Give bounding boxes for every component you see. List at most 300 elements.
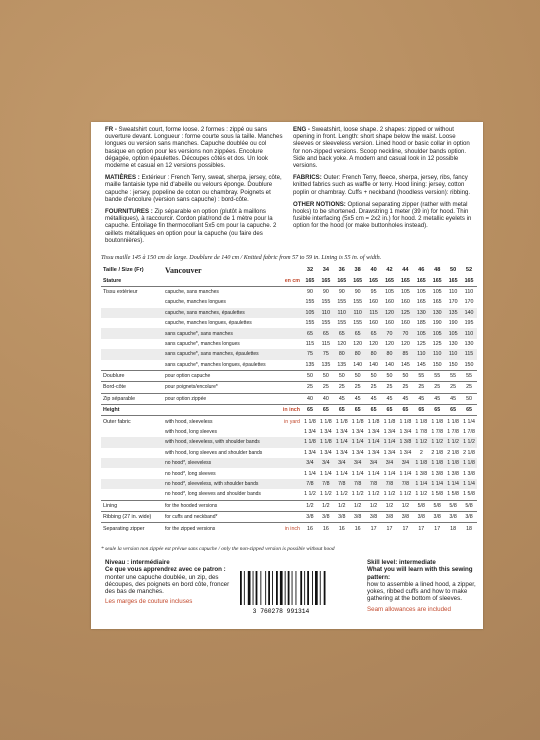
barcode-bar: [312, 571, 313, 605]
size-table-row: [101, 427, 477, 437]
quantity-cell: 45: [366, 393, 382, 404]
quantity-cell: 45: [350, 393, 366, 404]
quantity-cell: 65: [334, 328, 350, 338]
quantity-cell: 105: [429, 286, 445, 297]
row-unit: in yard: [277, 416, 302, 427]
quantity-cell: 1/2: [302, 500, 318, 511]
quantity-cell: 25: [366, 382, 382, 393]
quantity-cell: 165: [305, 277, 315, 284]
quantity-cell: 25: [397, 382, 413, 393]
quantity-cell: 1 5/8: [447, 491, 459, 498]
quantity-cell: 1 1/8: [429, 416, 445, 427]
quantity-cell: 50: [302, 370, 318, 381]
quantity-cell: 120: [382, 308, 398, 318]
quantity-cell: 55: [413, 370, 429, 381]
row-description: with hood, long sleeves: [165, 429, 217, 436]
quantity-cell: 80: [382, 349, 398, 359]
row-unit: [277, 370, 302, 381]
quantity-cell: 1 3/4: [335, 449, 348, 456]
barcode-bar: [307, 571, 309, 605]
barcode-bar: [240, 571, 242, 605]
quantity-cell: 1 1/2: [429, 437, 445, 447]
quantity-cell: 1 1/8: [302, 416, 318, 427]
quantity-cell: 1 3/4: [399, 429, 412, 436]
size-table-row: [101, 458, 477, 468]
barcode-bar: [248, 571, 251, 605]
fr-description: Sweatshirt court, forme loose. 2 formes : zippé ou sans ouverture devant. Longueur : forme courte sous la taille. Manches longues ou version sans manches. Capuche doublée ou col basique en option pour les versions non zippées. Encolure dégagée, option épaulettes. Découpes côtés et dos. Un look moderne et casual en 12 versions possibles.: [105, 126, 283, 170]
skill-level-french: [105, 559, 237, 606]
size-column-header: 40: [370, 267, 377, 274]
quantity-cell: 190: [448, 320, 458, 327]
row-description: pour poignets/encolure*: [165, 382, 277, 393]
size-column-header: 32: [306, 267, 314, 274]
size-table-row: [101, 468, 477, 478]
size-table-body: [101, 265, 477, 534]
quantity-cell: 1 1/2: [413, 437, 429, 447]
quantity-cell: 1 1/2: [461, 437, 477, 447]
quantity-cell: 120: [369, 340, 378, 347]
quantity-cell: 65: [350, 405, 366, 416]
quantity-cell: 3/8: [302, 511, 318, 522]
size-table: [101, 265, 477, 534]
row-unit: [277, 468, 302, 478]
quantity-cell: 165: [369, 277, 378, 284]
quantity-cell: 3/8: [397, 511, 413, 522]
fr-seam-note: Les marges de couture incluses: [105, 598, 193, 606]
quantity-cell: 105: [397, 286, 413, 297]
quantity-cell: 140: [461, 308, 477, 318]
row-category: [101, 437, 165, 447]
quantity-cell: 1 3/4: [304, 449, 316, 456]
quantity-cell: 160: [400, 320, 410, 327]
quantity-cell: 1/2: [350, 500, 366, 511]
quantity-cell: 16: [302, 523, 318, 534]
quantity-cell: 17: [397, 523, 413, 534]
size-column-header: 34: [322, 267, 329, 274]
barcode-bar: [260, 571, 261, 605]
quantity-cell: 1 1/8: [334, 416, 350, 427]
quantity-cell: 125: [397, 308, 413, 318]
quantity-cell: 70: [397, 328, 413, 338]
quantity-cell: 1 3/4: [383, 449, 396, 456]
fr-lead: FR -: [105, 126, 119, 133]
quantity-cell: 1 1/4: [461, 416, 477, 427]
quantity-cell: 3/4: [318, 458, 334, 468]
quantity-cell: 25: [334, 382, 350, 393]
en-notions-title: OTHER NOTIONS:: [293, 200, 348, 208]
quantity-cell: 1 1/4: [383, 470, 396, 477]
row-unit: [277, 308, 302, 318]
unit-spacer: [277, 265, 302, 275]
barcode-bar: [280, 571, 283, 605]
quantity-cell: 150: [448, 361, 458, 368]
quantity-cell: 75: [302, 349, 318, 359]
row-unit: [277, 437, 302, 447]
row-category: [101, 297, 165, 307]
size-table-row: [101, 437, 477, 447]
size-table-row: [101, 393, 477, 404]
quantity-cell: 17: [382, 523, 398, 534]
quantity-cell: 17: [413, 523, 429, 534]
quantity-cell: 25: [318, 382, 334, 393]
row-category: [101, 489, 165, 500]
quantity-cell: 65: [382, 405, 398, 416]
quantity-cell: 1 1/2: [351, 491, 364, 498]
row-unit: [277, 489, 302, 500]
quantity-cell: 155: [353, 299, 363, 306]
barcode-bar: [256, 571, 258, 605]
row-description: capuche, manches longues, épaulettes: [165, 320, 252, 327]
quantity-cell: 1 1/8: [318, 437, 334, 447]
row-unit: [277, 448, 302, 458]
fr-notions-title: FOURNITURES :: [105, 208, 155, 216]
size-table-row: [101, 318, 477, 328]
size-column-header: 38: [354, 267, 361, 274]
en-learn-text: how to assemble a lined hood, a zipper, yokes, ribbed cuffs and how to make gathering at the bottom of sleeves.: [367, 580, 476, 603]
size-table-row: [101, 349, 477, 359]
row-category: [101, 349, 165, 359]
quantity-cell: 140: [369, 361, 378, 368]
size-column-header: 44: [402, 267, 409, 274]
barcode-bar: [276, 571, 278, 605]
quantity-cell: 1 3/4: [383, 429, 396, 436]
quantity-cell: 40: [302, 393, 318, 404]
quantity-cell: 1 3/8: [463, 470, 475, 477]
quantity-cell: 155: [305, 299, 315, 306]
row-category: Outer fabric: [101, 416, 165, 427]
quantity-cell: 155: [321, 320, 331, 327]
quantity-cell: 105: [413, 286, 429, 297]
row-unit: [277, 393, 302, 404]
size-header-row: [101, 265, 477, 275]
quantity-cell: 155: [305, 320, 315, 327]
quantity-cell: 5/8: [413, 500, 429, 511]
quantity-cell: 25: [350, 382, 366, 393]
barcode-bar: [288, 571, 290, 605]
quantity-cell: 50: [318, 370, 334, 381]
quantity-cell: 3/8: [429, 511, 445, 522]
quantity-cell: 7/8: [318, 479, 334, 489]
size-column-header: 46: [418, 267, 425, 274]
quantity-cell: 65: [302, 328, 318, 338]
quantity-cell: 3/4: [350, 458, 366, 468]
quantity-cell: 115: [305, 340, 315, 347]
quantity-cell: 3/8: [413, 511, 429, 522]
quantity-cell: 160: [385, 299, 394, 306]
quantity-cell: 65: [366, 405, 382, 416]
quantity-cell: 1 1/4: [319, 470, 332, 477]
size-table-row: [101, 523, 477, 534]
barcode-bar: [300, 571, 302, 605]
quantity-cell: 1 1/4: [429, 479, 445, 489]
quantity-cell: 1 5/8: [431, 491, 444, 498]
quantity-cell: 65: [318, 328, 334, 338]
quantity-cell: 1/2: [397, 500, 413, 511]
quantity-cell: 65: [350, 328, 366, 338]
quantity-cell: 1 1/8: [445, 416, 461, 427]
quantity-cell: 45: [445, 393, 461, 404]
row-unit: [277, 297, 302, 307]
en-description: Sweatshirt, loose shape. 2 shapes: zipped or without opening in front. Length: short shape below the waist. Loose sleeves or sleeveless version. Lined hood or basic collar in option for non-zipped versions. Scoop neckline, shoulder bands option. Side and back yoke. A modern and casual look in 12 possible versions.: [293, 126, 470, 170]
quantity-cell: 1 1/4: [351, 470, 364, 477]
quantity-cell: 16: [334, 523, 350, 534]
quantity-cell: 165: [416, 277, 426, 284]
quantity-cell: 5/8: [445, 500, 461, 511]
barcode-bar: [320, 571, 321, 605]
quantity-cell: 1 1/8: [413, 416, 429, 427]
row-category: Height: [101, 405, 165, 416]
quantity-cell: 18: [445, 523, 461, 534]
quantity-cell: 1 1/4: [304, 470, 316, 477]
quantity-cell: 3/4: [382, 458, 398, 468]
quantity-cell: 120: [353, 340, 363, 347]
quantity-cell: 185: [416, 320, 426, 327]
quantity-cell: 45: [397, 393, 413, 404]
quantity-cell: 1 1/4: [350, 437, 366, 447]
quantity-cell: 165: [448, 277, 458, 284]
quantity-cell: 3/8: [334, 511, 350, 522]
quantity-cell: 1 1/4: [367, 470, 380, 477]
quantity-cell: 1 1/2: [335, 491, 348, 498]
quantity-cell: 3/8: [445, 511, 461, 522]
barcode-bar: [265, 571, 266, 605]
barcode-bar: [272, 571, 273, 605]
intro-english: [293, 126, 473, 249]
quantity-cell: 110: [429, 349, 445, 359]
barcode-bar: [285, 571, 286, 605]
quantity-cell: 165: [353, 277, 363, 284]
row-category: Stature: [103, 277, 122, 284]
quantity-cell: 130: [448, 340, 458, 347]
quantity-cell: 3/8: [461, 511, 477, 522]
quantity-cell: 130: [429, 308, 445, 318]
quantity-cell: 3/4: [334, 458, 350, 468]
quantity-cell: 110: [445, 349, 461, 359]
quantity-cell: 170: [464, 299, 474, 306]
size-chart: [101, 265, 477, 534]
row-unit: [277, 328, 302, 338]
quantity-cell: 140: [385, 361, 394, 368]
quantity-cell: 1 3/4: [335, 429, 348, 436]
size-table-row: [101, 339, 477, 349]
quantity-cell: 125: [416, 340, 426, 347]
row-category: [101, 479, 165, 489]
row-category: [101, 318, 165, 328]
quantity-cell: 70: [382, 328, 398, 338]
quantity-cell: 7/8: [350, 479, 366, 489]
quantity-cell: 105: [413, 328, 429, 338]
quantity-cell: 7/8: [366, 479, 382, 489]
quantity-cell: 55: [445, 370, 461, 381]
size-table-row: [101, 308, 477, 318]
quantity-cell: 2 1/8: [447, 449, 459, 456]
quantity-cell: 135: [305, 361, 315, 368]
quantity-cell: 170: [448, 299, 458, 306]
quantity-cell: 115: [366, 308, 382, 318]
size-table-row: [101, 275, 477, 286]
quantity-cell: 80: [366, 349, 382, 359]
row-description: capuche, sans manches: [165, 286, 277, 297]
quantity-cell: 7/8: [397, 479, 413, 489]
en-seam-note: Seam allowances are included: [367, 605, 451, 613]
quantity-cell: 25: [413, 382, 429, 393]
quantity-cell: 160: [400, 299, 410, 306]
quantity-cell: 195: [464, 320, 474, 327]
size-table-row: [101, 360, 477, 371]
row-unit: [277, 511, 302, 522]
quantity-cell: 135: [337, 361, 347, 368]
quantity-cell: 165: [337, 277, 347, 284]
fr-materials: Extérieur : French Terry, sweat, sherpa, jersey, côte, maille fantaisie type nid d'abeille ou velours éponge. Doublure capuche : jersey, popeline de coton ou chambray. Poignets et bande d'encolure (version sans capuche) : bord-côte.: [105, 174, 282, 203]
row-category: Separating zipper: [101, 523, 165, 534]
en-lead: ENG -: [293, 126, 312, 133]
quantity-cell: 45: [413, 393, 429, 404]
pattern-name: Vancouver: [165, 265, 202, 275]
quantity-cell: 55: [429, 370, 445, 381]
row-unit: [277, 500, 302, 511]
row-description: with hood, sleeveless, with shoulder bands: [165, 437, 277, 447]
quantity-cell: 25: [429, 382, 445, 393]
row-description: no hood*, long sleeves and shoulder bands: [165, 491, 261, 498]
row-category: [101, 360, 165, 371]
quantity-cell: 1 3/4: [319, 429, 332, 436]
row-description: for cuffs and neckband*: [165, 511, 277, 522]
quantity-cell: 120: [385, 340, 394, 347]
quantity-cell: 110: [461, 286, 477, 297]
row-description: capuche, manches longues: [165, 299, 226, 306]
barcode-bar: [244, 571, 245, 605]
quantity-cell: 1 3/4: [304, 429, 316, 436]
quantity-cell: 110: [334, 308, 350, 318]
quantity-cell: 45: [334, 393, 350, 404]
row-unit: in inch: [277, 405, 302, 416]
quantity-cell: 115: [321, 340, 331, 347]
row-unit: [277, 318, 302, 328]
quantity-cell: 50: [334, 370, 350, 381]
row-unit: [277, 349, 302, 359]
quantity-cell: 16: [350, 523, 366, 534]
size-table-row: [101, 328, 477, 338]
quantity-cell: 65: [302, 405, 318, 416]
quantity-cell: 95: [366, 286, 382, 297]
barcode-bar: [268, 571, 270, 605]
quantity-cell: 160: [369, 299, 378, 306]
quantity-cell: 110: [350, 308, 366, 318]
quantity-cell: 120: [337, 340, 347, 347]
row-unit: [277, 339, 302, 349]
quantity-cell: 50: [382, 370, 398, 381]
hood-footnote: * seule la version non zippée est prévue sans capuche / only the non-zipped version is possible without hood: [101, 546, 335, 552]
row-description: with hood, sleeveless: [165, 416, 277, 427]
row-unit: [277, 382, 302, 393]
row-description: pour option zippée: [165, 393, 277, 404]
quantity-cell: 2: [419, 449, 423, 456]
quantity-cell: 105: [382, 286, 398, 297]
en-level-title: Skill level: intermediate: [367, 559, 436, 566]
quantity-cell: 1 3/4: [351, 449, 364, 456]
quantity-cell: 7/8: [334, 479, 350, 489]
quantity-cell: 25: [302, 382, 318, 393]
fabric-width-note: Tissu maille 145 à 150 cm de large. Doublure de 140 cm / Knitted fabric from 57 to 59 in. Lining is 55 in. of width.: [101, 255, 382, 261]
en-fabrics: Outer: French Terry, fleece, sherpa, jersey, ribs, fancy knitted fabrics such as waffle or terry. Hood lining: jersey, cotton poplin or chambray. Cuffs + neckband (hoodless version): ribbing.: [293, 174, 471, 196]
quantity-cell: 165: [464, 277, 474, 284]
size-table-row: [101, 511, 477, 522]
barcode-number: 3 760278 991314: [252, 608, 310, 615]
quantity-cell: 65: [445, 405, 461, 416]
quantity-cell: 3/8: [366, 511, 382, 522]
quantity-cell: 40: [318, 393, 334, 404]
quantity-cell: 7/8: [382, 479, 398, 489]
quantity-cell: 130: [464, 340, 474, 347]
row-category: Ribbing (27 in. wide): [101, 511, 165, 522]
row-category: Tissu extérieur: [101, 286, 165, 297]
quantity-cell: 110: [413, 349, 429, 359]
intro-section: [105, 126, 473, 249]
quantity-cell: 65: [461, 405, 477, 416]
quantity-cell: 1/2: [366, 500, 382, 511]
row-category: Bord-côte: [101, 382, 165, 393]
size-table-row: [101, 500, 477, 511]
quantity-cell: 80: [350, 349, 366, 359]
size-table-row: [101, 286, 477, 297]
size-table-row: [101, 448, 477, 458]
barcode-bar: [253, 571, 254, 605]
row-category: [101, 448, 165, 458]
quantity-cell: 1 1/8: [350, 416, 366, 427]
quantity-cell: 90: [302, 286, 318, 297]
quantity-cell: 110: [445, 286, 461, 297]
quantity-cell: 140: [353, 361, 363, 368]
size-table-row: [101, 416, 477, 427]
quantity-cell: 155: [337, 320, 347, 327]
quantity-cell: 125: [432, 340, 442, 347]
skill-level-english: [367, 559, 477, 613]
quantity-cell: 1 3/4: [351, 429, 364, 436]
size-table-row: [101, 370, 477, 381]
quantity-cell: 160: [369, 320, 378, 327]
quantity-cell: 2 1/8: [463, 449, 475, 456]
barcode-bar: [324, 571, 326, 605]
quantity-cell: 7/8: [302, 479, 318, 489]
quantity-cell: 1 1/8: [445, 458, 461, 468]
row-description: sans capuche*, manches longues, épaulettes: [165, 361, 266, 368]
quantity-cell: 1/2: [382, 500, 398, 511]
quantity-cell: 1 1/4: [366, 437, 382, 447]
row-description: no hood*, sleeveless: [165, 458, 277, 468]
quantity-cell: 1 1/4: [445, 479, 461, 489]
quantity-cell: 80: [334, 349, 350, 359]
quantity-cell: 1 3/4: [367, 429, 380, 436]
quantity-cell: 1 1/4: [334, 437, 350, 447]
quantity-cell: 1 7/8: [431, 429, 444, 436]
row-unit: [277, 427, 302, 437]
quantity-cell: 1 1/2: [445, 437, 461, 447]
row-description: capuche, sans manches, épaulettes: [165, 308, 277, 318]
quantity-cell: 3/4: [397, 458, 413, 468]
size-table-row: [101, 489, 477, 500]
row-unit: [277, 458, 302, 468]
quantity-cell: 55: [461, 370, 477, 381]
quantity-cell: 25: [382, 382, 398, 393]
en-fabrics-title: FABRICS:: [293, 174, 324, 182]
size-header-label: Taille / Size (Fr): [103, 267, 144, 274]
quantity-cell: 105: [302, 308, 318, 318]
barcode-bar: [304, 571, 305, 605]
row-category: [101, 308, 165, 318]
fr-learn-text: monter une capuche doublée, un zip, des découpes, des poignets en bord côte, froncer des bas de manches.: [105, 573, 230, 596]
quantity-cell: 17: [429, 523, 445, 534]
quantity-cell: 1 1/2: [367, 491, 380, 498]
